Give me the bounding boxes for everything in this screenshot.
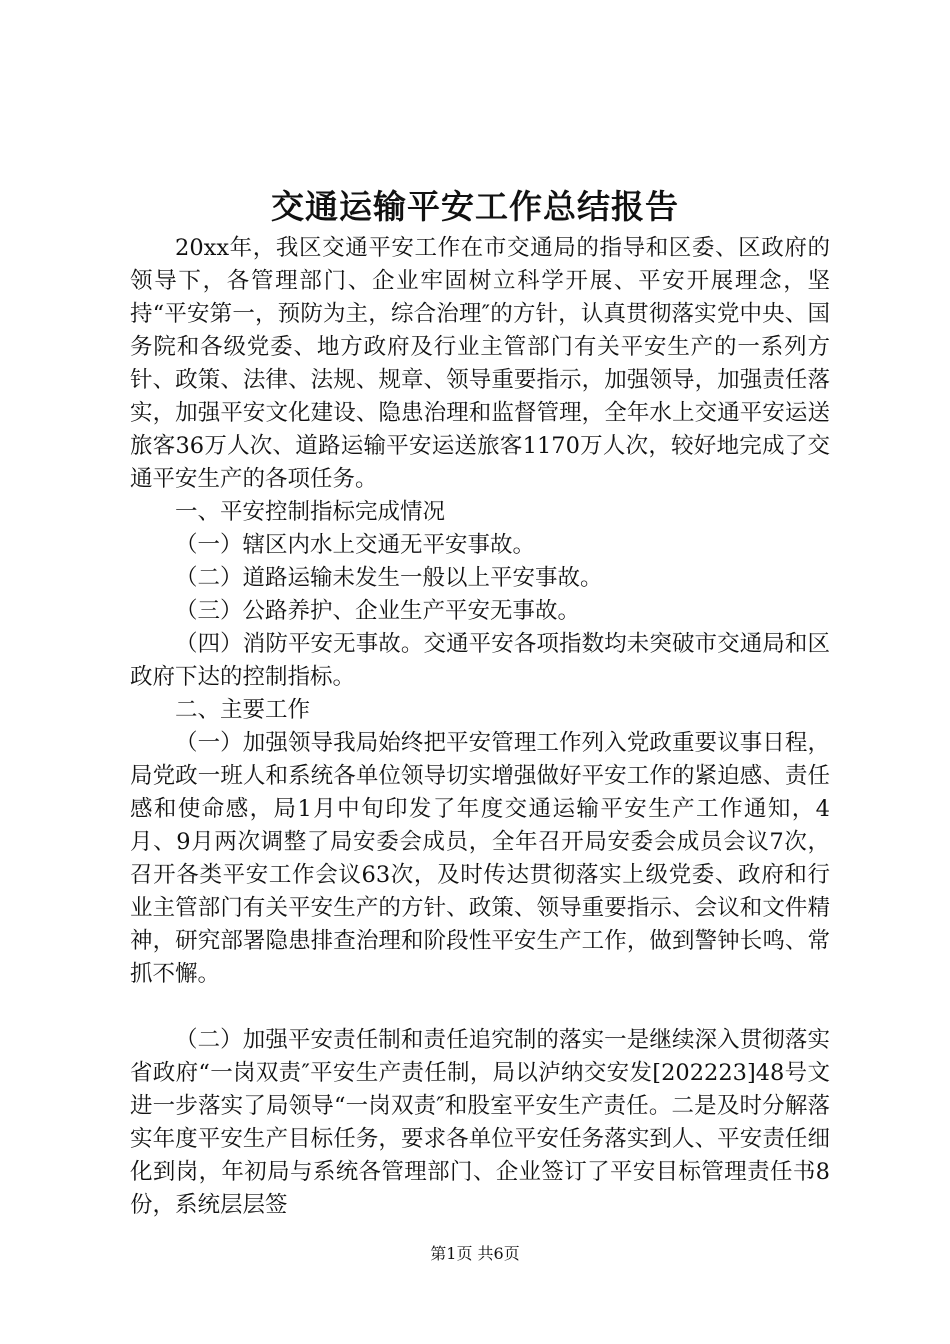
list-item: （四）消防平安无事故。交通平安各项指数均未突破市交通局和区政府下达的控制指标。 [130, 631, 830, 690]
list-item: （一）辖区内水上交通无平安事故。 [175, 532, 536, 558]
paragraph-responsibility: （二）加强平安责任制和责任追究制的落实一是继续深入贯彻落实省政府“一岗双责″平安生产责任制，局以泸纳交安发[202223]48号文进一步落实了局领导“一岗双责″和股室平安生产责任。二是及时分解落实年度平安生产目标任务，要求各单位平安任务落实到人、平安责任细化到岗，年初局与系统各管理部门、企业签订了平安目标管理责任书8份，系统层层签 [130, 1027, 830, 1218]
page-number: 第1页 共6页 [430, 1244, 520, 1263]
section-heading-2: 二、主要工作 [175, 697, 311, 723]
document-title: 交通运输平安工作总结报告 [271, 187, 679, 226]
document-body [130, 232, 830, 1222]
paragraph-intro: 20xx年，我区交通平安工作在市交通局的指导和区委、区政府的领导下，各管理部门、企业牢固树立科学开展、平安开展理念，坚持“平安第一，预防为主，综合治理″的方针，认真贯彻落实党中央、国务院和各级党委、地方政府及行业主管部门有关平安生产的一系列方针、政策、法律、法规、规章、领导重要指示，加强领导，加强责任落实，加强平安文化建设、隐患治理和监督管理，全年水上交通平安运送旅客36万人次、道路运输平安运送旅客1170万人次，较好地完成了交通平安生产的各项任务。 [130, 235, 830, 492]
list-item: （二）道路运输未发生一般以上平安事故。 [175, 565, 603, 591]
paragraph-gap [130, 991, 830, 1024]
section-heading-1: 一、平安控制指标完成情况 [175, 499, 446, 525]
list-item: （三）公路养护、企业生产平安无事故。 [175, 598, 581, 624]
paragraph-leadership: （一）加强领导我局始终把平安管理工作列入党政重要议事日程，局党政一班人和系统各单位领导切实增强做好平安工作的紧迫感、责任感和使命感，局1月中旬印发了年度交通运输平安生产工作通知，4月、9月两次调整了局安委会成员，全年召开局安委会成员会议7次，召开各类平安工作会议63次，及时传达贯彻落实上级党委、政府和行业主管部门有关平安生产的方针、政策、领导重要指示、会议和文件精神，研究部署隐患排查治理和阶段性平安生产工作，做到警钟长鸣、常抓不懈。 [130, 730, 830, 987]
